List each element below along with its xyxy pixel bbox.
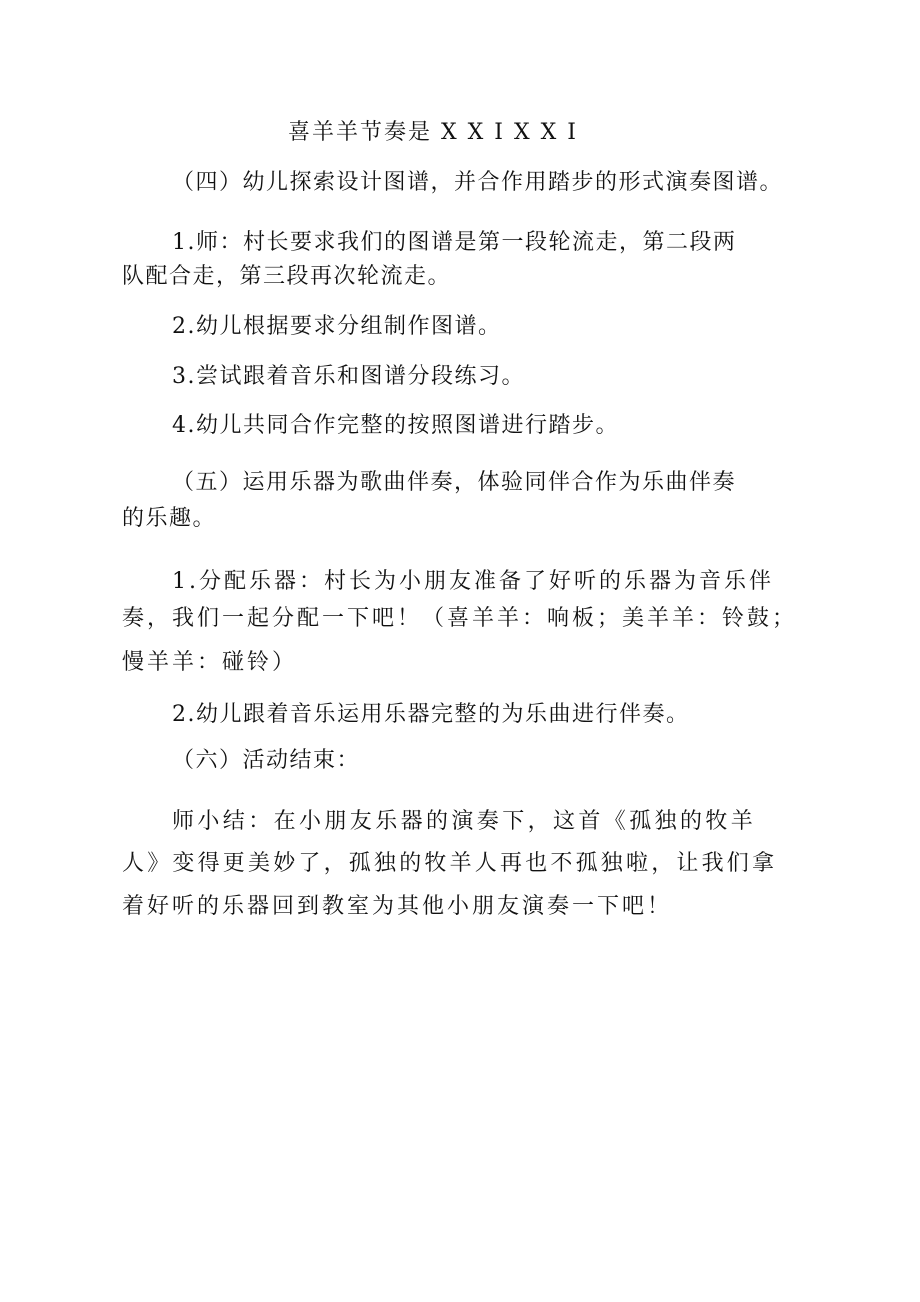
- section-four-item-two: 2.幼儿根据要求分组制作图谱。: [172, 314, 502, 339]
- section-five-heading-continued: 的乐趣。: [122, 506, 217, 531]
- section-four-item-one-continued: 队配合走，第三段再次轮流走。: [122, 264, 452, 289]
- section-five-heading: （五）运用乐器为歌曲伴奏，体验同伴合作为乐曲伴奏: [172, 470, 737, 495]
- summary-paragraph-line: 师小结：在小朋友乐器的演奏下，这首《孤独的牧羊: [172, 809, 757, 834]
- section-four-item-one: 1.师：村长要求我们的图谱是第一段轮流走，第二段两: [172, 230, 737, 255]
- summary-paragraph-line: 着好听的乐器回到教室为其他小朋友演奏一下吧！: [122, 894, 673, 919]
- section-six-heading: （六）活动结束：: [172, 748, 361, 773]
- section-four-item-four: 4.幼儿共同合作完整的按照图谱进行踏步。: [172, 413, 619, 438]
- rhythm-pattern-line: 喜羊羊节奏是 X X I X X I: [288, 120, 578, 145]
- section-five-item-one-end: 慢羊羊：碰铃）: [122, 650, 298, 675]
- section-four-item-three: 3.尝试跟着音乐和图谱分段练习。: [172, 364, 525, 389]
- section-five-item-two: 2.幼儿跟着音乐运用乐器完整的为乐曲进行伴奏。: [172, 702, 690, 727]
- section-five-item-one-continued: 奏，我们一起分配一下吧！（喜羊羊：响板；美羊羊：铃鼓；: [122, 606, 798, 631]
- section-five-item-one: 1.分配乐器：村长为小朋友准备了好听的乐器为音乐伴: [172, 569, 774, 594]
- summary-paragraph-line: 人》变得更美妙了，孤独的牧羊人再也不孤独啦，让我们拿: [122, 851, 778, 876]
- section-four-heading: （四）幼儿探索设计图谱，并合作用踏步的形式演奏图谱。: [172, 170, 784, 195]
